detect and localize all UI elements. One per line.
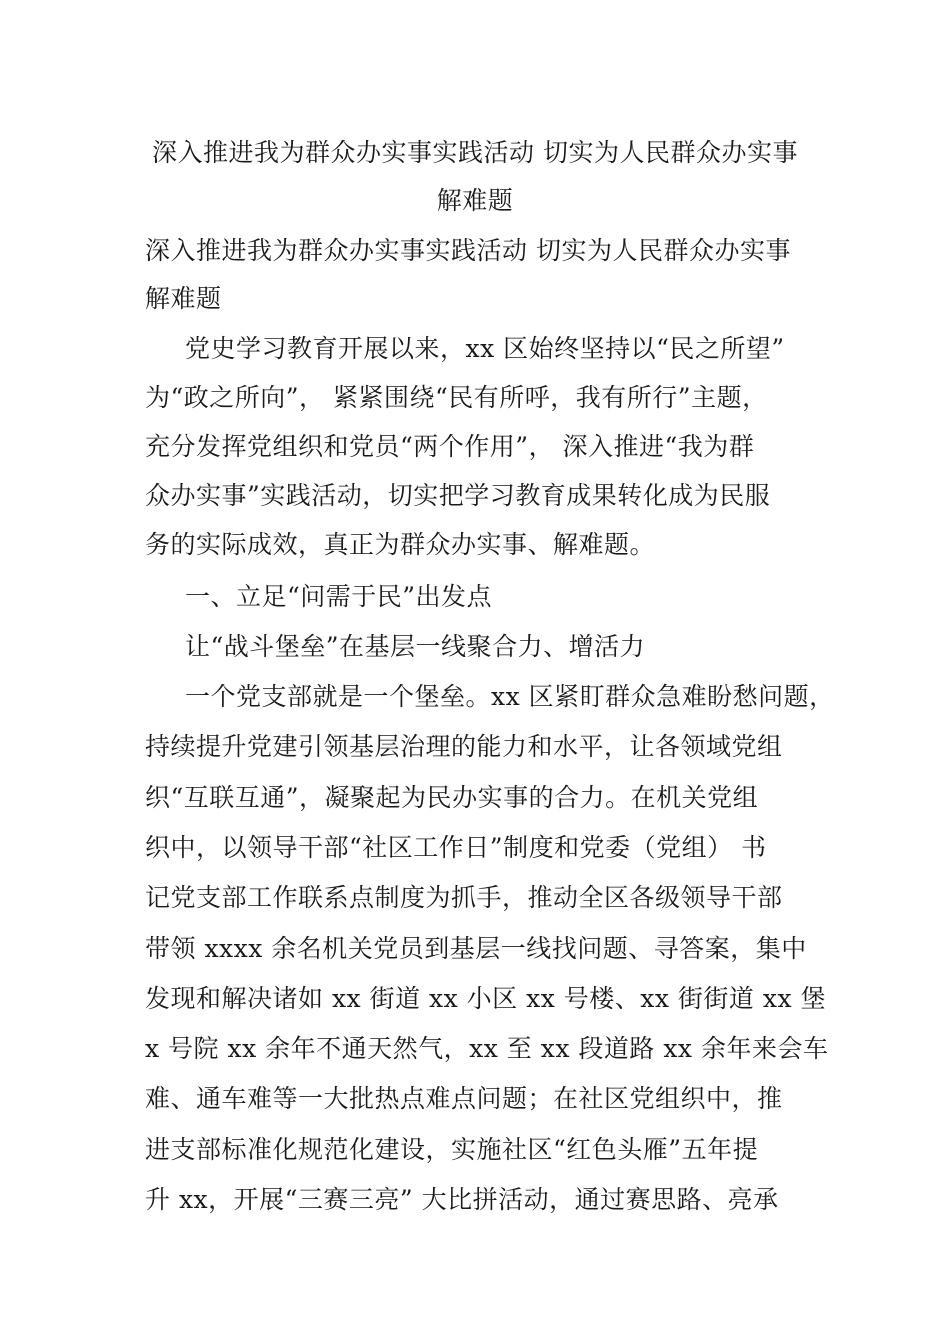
- body-line: 充分发挥党组织和党员“两个作用”， 深入推进“我为群: [145, 432, 755, 461]
- section-subheading: 让“战斗堡垒”在基层一线聚合力、增活力: [185, 632, 646, 661]
- subtitle-line-1: 深入推进我为群众办实事实践活动 切实为人民群众办实事: [145, 236, 791, 265]
- body-line: 为“政之所向”， 紧紧围绕“民有所呼，我有所行”主题，: [145, 383, 768, 412]
- body-line: 进支部标准化规范化建设，实施社区“红色头雁”五年提: [145, 1135, 759, 1164]
- body-line: 升 xx，开展“三赛三亮” 大比拼活动，通过赛思路、亮承: [145, 1185, 779, 1214]
- document-title-line-2: 解难题: [436, 186, 514, 215]
- body-line: 务的实际成效，真正为群众办实事、解难题。: [145, 530, 656, 559]
- section-heading: 一、立足“问需于民”出发点: [185, 582, 493, 611]
- body-line: 难、通车难等一大批热点难点问题；在社区党组织中，推: [145, 1084, 783, 1113]
- body-line: 织中，以领导干部“社区工作日”制度和党委（党组） 书: [145, 833, 767, 862]
- body-line: 众办实事”实践活动，切实把学习教育成果转化成为民服: [145, 481, 771, 510]
- body-line: 带领 xxxx 余名机关党员到基层一线找问题、寻答案，集中: [145, 934, 807, 963]
- body-line: 发现和解决诸如 xx 街道 xx 小区 xx 号楼、xx 街街道 xx 堡: [145, 984, 827, 1013]
- body-line: x 号院 xx 余年不通天然气，xx 至 xx 段道路 xx 余年来会车: [145, 1034, 829, 1063]
- body-line: 党史学习教育开展以来，xx 区始终坚持以“民之所望”: [185, 334, 785, 363]
- body-line: 记党支部工作联系点制度为抓手，推动全区各级领导干部: [145, 883, 783, 912]
- body-line: 一个党支部就是一个堡垒。xx 区紧盯群众急难盼愁问题，: [185, 682, 835, 711]
- body-line: 织“互联互通”，凝聚起为民办实事的合力。在机关党组: [145, 783, 759, 812]
- body-line: 持续提升党建引领基层治理的能力和水平，让各领域党组: [145, 732, 783, 761]
- document-title-line-1: 深入推进我为群众办实事实践活动 切实为人民群众办实事: [152, 138, 798, 167]
- subtitle-line-2: 解难题: [145, 284, 222, 313]
